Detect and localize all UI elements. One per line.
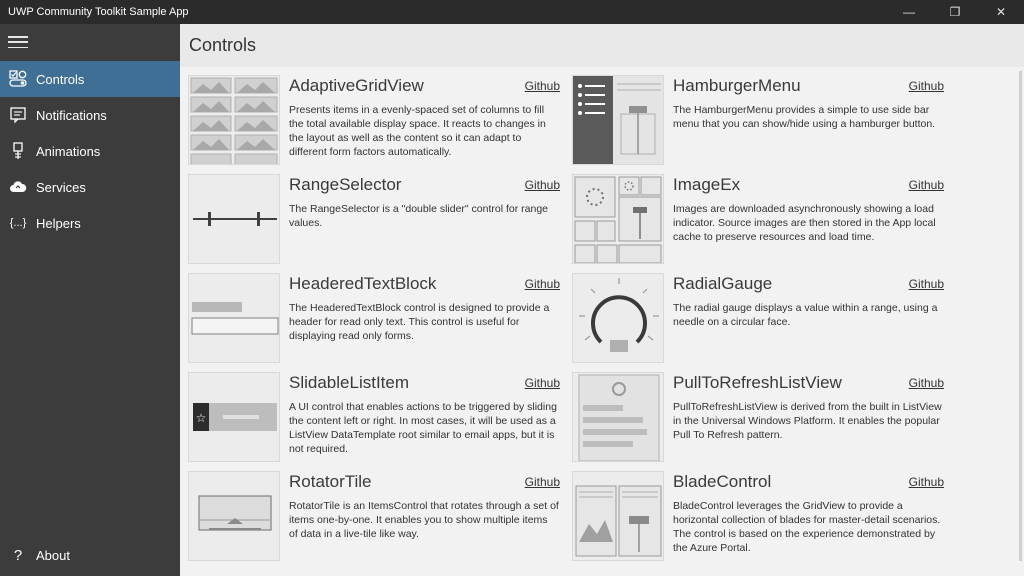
github-link[interactable]: Github (908, 79, 944, 93)
card-title: PullToRefreshListView (673, 373, 842, 392)
nav-label-notifications: Notifications (36, 107, 107, 123)
card-description: Presents items in a evenly-spaced set of columns to fill the total available display space. It reacts to changes in the layout as well as the content so it can adapt to different form factors automatically. (289, 104, 546, 158)
card-title: RadialGauge (673, 274, 773, 293)
control-card[interactable] (564, 265, 944, 357)
nav-item-services[interactable] (0, 169, 180, 205)
maximize-button[interactable]: ❐ (949, 5, 961, 19)
title-bar (0, 0, 1024, 24)
scrollbar[interactable] (1019, 71, 1022, 561)
radial-gauge-thumbnail (572, 273, 664, 363)
nav-item-about[interactable] (0, 540, 180, 570)
card-title: RotatorTile (289, 472, 372, 491)
nav-item-controls[interactable] (0, 61, 180, 97)
card-title: HamburgerMenu (673, 76, 801, 95)
github-link[interactable]: Github (524, 79, 560, 93)
image-ex-thumbnail (572, 174, 664, 264)
control-card[interactable] (180, 265, 560, 357)
card-title: BladeControl (673, 472, 772, 491)
github-link[interactable]: Github (524, 376, 560, 390)
hamburger-menu-thumbnail (572, 75, 664, 165)
card-title: SlidableListItem (289, 373, 410, 392)
card-title: HeaderedTextBlock (289, 274, 437, 293)
nav-item-notifications[interactable] (0, 97, 180, 133)
card-description: Images are downloaded asynchronously showing a load indicator. Source images are then stored in the App local cache to preserve resources and load time. (673, 203, 936, 243)
pull-to-refresh-thumbnail (572, 372, 664, 462)
control-card[interactable] (180, 67, 560, 159)
card-description: PullToRefreshListView is derived from the built in ListView in the Universal Windows Platform. It enables the popular Pull To Refresh pattern. (673, 401, 942, 441)
main-area (180, 24, 1024, 576)
card-description: The HamburgerMenu provides a simple to use side bar menu that you can show/hide using a hamburger button. (673, 104, 936, 130)
minimize-button[interactable]: — (903, 5, 915, 19)
control-card[interactable] (180, 364, 560, 456)
headered-text-block-thumbnail (188, 273, 280, 363)
control-card[interactable] (564, 463, 944, 555)
github-link[interactable]: Github (908, 475, 944, 489)
control-card[interactable] (564, 166, 944, 258)
nav-item-animations[interactable] (0, 133, 180, 169)
nav-list (0, 61, 180, 241)
github-link[interactable]: Github (524, 475, 560, 489)
svg-text:☆: ☆ (195, 411, 207, 425)
range-selector-thumbnail (188, 174, 280, 264)
hamburger-menu-icon[interactable] (8, 34, 28, 50)
nav-label-services: Services (36, 179, 86, 195)
card-description: A UI control that enables actions to be triggered by sliding the content left or right. In most cases, it will be used as a ListView DataTemplate root similar to email apps, but it is not required. (289, 401, 557, 455)
nav-label-about: About (36, 547, 70, 563)
nav-label-helpers: Helpers (36, 215, 81, 231)
question-icon: ? (13, 546, 23, 564)
github-link[interactable]: Github (524, 178, 560, 192)
nav-label-animations: Animations (36, 143, 101, 159)
notifications-icon (0, 97, 36, 133)
card-description: The HeaderedTextBlock control is designed to provide a header for read only text. This control is useful for displaying read only forms. (289, 302, 550, 342)
control-card[interactable] (564, 364, 944, 456)
controls-grid (180, 67, 1024, 576)
github-link[interactable]: Github (908, 277, 944, 291)
control-card[interactable] (564, 67, 944, 159)
card-title: AdaptiveGridView (289, 76, 424, 95)
nav-label-controls: Controls (36, 71, 85, 87)
rotator-tile-thumbnail (188, 471, 280, 561)
page-title: Controls (189, 35, 257, 55)
close-button[interactable]: ✕ (995, 5, 1007, 19)
card-title: RangeSelector (289, 175, 402, 194)
nav-item-helpers[interactable] (0, 205, 180, 241)
card-description: RotatorTile is an ItemsControl that rotates through a set of items one-by-one. It enables you to show multiple items of data in a live-tile like way. (289, 500, 559, 540)
card-description: BladeControl leverages the GridView to provide a horizontal collection of blades for master-detail scenarios. The control is based on the experience demonstrated by the Azure Portal. (673, 500, 941, 554)
adaptive-grid-thumbnail (188, 75, 280, 165)
animations-icon (0, 133, 36, 169)
blade-control-thumbnail (572, 471, 664, 561)
sidebar (0, 24, 180, 576)
slidable-list-item-thumbnail (188, 372, 280, 462)
github-link[interactable]: Github (908, 178, 944, 192)
controls-icon (0, 61, 36, 97)
app-title: UWP Community Toolkit Sample App (8, 6, 189, 18)
control-card[interactable] (180, 463, 560, 555)
card-description: The radial gauge displays a value within a range, using a needle on a circular face. (673, 302, 938, 328)
card-description: The RangeSelector is a "double slider" control for range values. (289, 203, 549, 229)
card-title: ImageEx (673, 175, 741, 194)
cloud-icon (0, 169, 36, 205)
github-link[interactable]: Github (908, 376, 944, 390)
control-card[interactable] (180, 166, 560, 258)
github-link[interactable]: Github (524, 277, 560, 291)
braces-icon: {...} (9, 217, 27, 229)
